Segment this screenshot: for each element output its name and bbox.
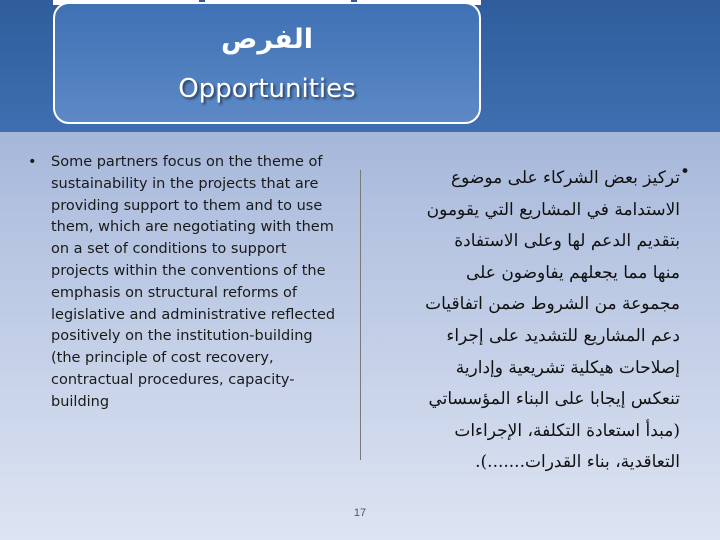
english-column <box>28 152 346 414</box>
english-paragraph: Some partners focus on the theme of sustainability in the projects that are providing support to them and to use them, which are negotiating with them on a set of conditions to support projects within the conventions of the emphasis on structural reforms of legislative and administrative reflected positively on the institution-building (the principle of cost recovery, contractual procedures, capacity-building <box>51 154 336 410</box>
arabic-column <box>374 163 680 479</box>
title-arabic: الفرص <box>221 24 313 55</box>
left-bullet: • <box>28 154 37 170</box>
title-english: Opportunities <box>178 74 356 104</box>
arabic-line: بتقديم الدعم لها وعلى الاستفادة <box>454 231 680 252</box>
arabic-line: تنعكس إيجابا على البناء المؤسساتي <box>428 389 680 410</box>
arabic-line: التعاقدية، بناء القدرات.......). <box>475 452 680 473</box>
title-box <box>53 2 481 124</box>
arabic-line: إصلاحات هيكلية تشريعية وإدارية <box>455 357 680 378</box>
arabic-line: دعم المشاريع للتشديد على إجراء <box>446 325 680 346</box>
arabic-line: منها مما يجعلهم يفاوضون على <box>465 262 680 283</box>
arabic-line: تركيز بعض الشركاء على موضوع <box>451 168 680 188</box>
arabic-line: مجموعة من الشروط ضمن اتفاقيات <box>425 294 680 315</box>
right-bullet: • <box>680 162 691 182</box>
arabic-line: (مبدأ استعادة التكلفة، الإجراءات <box>454 420 680 441</box>
column-divider <box>360 170 361 460</box>
page-number: 17 <box>353 507 367 519</box>
arabic-line: الاستدامة في المشاريع التي يقومون <box>426 199 680 220</box>
